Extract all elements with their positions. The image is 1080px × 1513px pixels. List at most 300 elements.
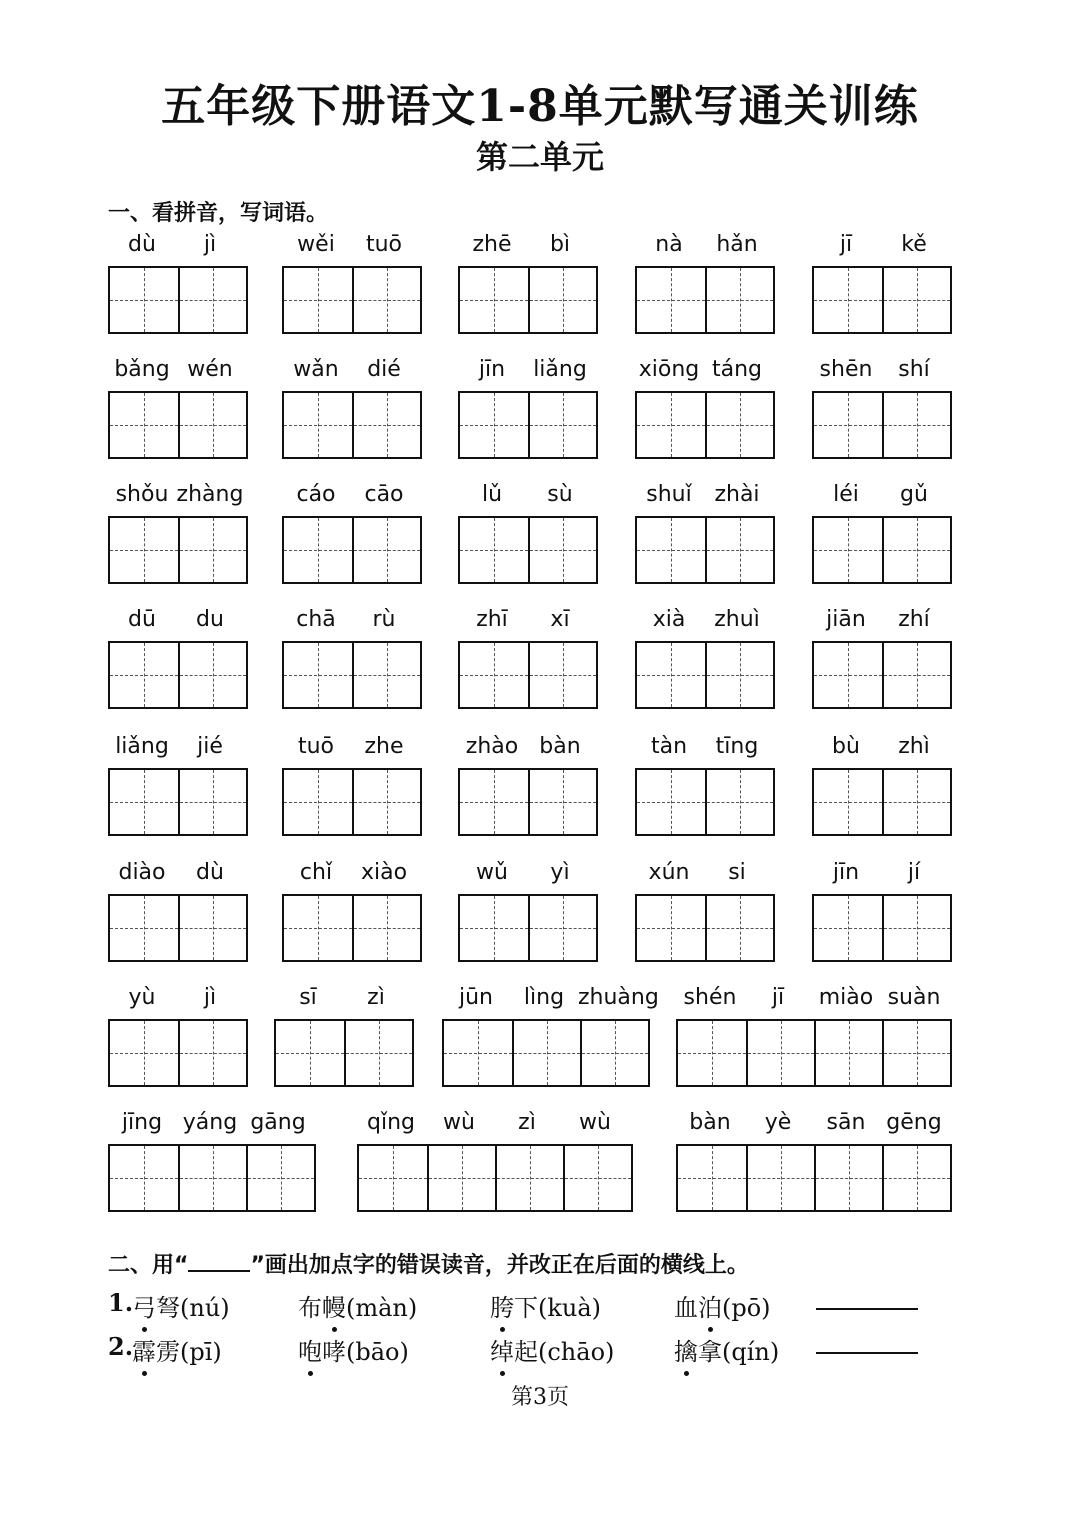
writing-cell[interactable] — [352, 268, 420, 332]
pinyin-row — [282, 860, 418, 890]
tianzige-grid — [635, 768, 775, 836]
writing-cell[interactable] — [882, 643, 950, 707]
pinyin-syllable: tuō — [365, 232, 403, 257]
item-suffix: 起(chāo) — [514, 1338, 615, 1366]
tianzige-grid — [282, 894, 422, 962]
pinyin-syllable: qǐng — [367, 1110, 415, 1135]
pinyin-syllable: xī — [550, 607, 570, 632]
item-suffix: (màn) — [346, 1294, 418, 1322]
pinyin-row — [812, 357, 948, 387]
item-prefix: 血 — [674, 1294, 698, 1322]
tianzige-grid — [274, 1019, 414, 1087]
word-box — [108, 734, 244, 764]
tianzige-grid — [108, 768, 248, 836]
writing-cell[interactable] — [882, 770, 950, 834]
pinyin-syllable: yì — [550, 860, 570, 885]
underline-sample — [188, 1252, 250, 1272]
writing-cell[interactable] — [352, 518, 420, 582]
pinyin-syllable: zhào — [465, 734, 519, 759]
question-item — [674, 1332, 779, 1367]
writing-cell[interactable] — [352, 393, 420, 457]
pinyin-syllable: dié — [367, 357, 401, 382]
pinyin-syllable: táng — [711, 357, 762, 382]
tianzige-grid — [676, 1019, 952, 1087]
writing-cell[interactable] — [284, 393, 352, 457]
pinyin-row — [282, 232, 418, 262]
writing-cell[interactable] — [110, 770, 178, 834]
writing-cell[interactable] — [882, 268, 950, 332]
item-suffix: 哮(bāo) — [322, 1338, 409, 1366]
pinyin-syllable: sān — [826, 1110, 866, 1135]
section-2-heading — [108, 1248, 749, 1279]
item-suffix: 下(kuà) — [514, 1294, 602, 1322]
tianzige-grid — [442, 1019, 650, 1087]
word-box — [282, 357, 418, 387]
word-box — [812, 607, 948, 637]
writing-cell[interactable] — [352, 770, 420, 834]
word-box — [282, 232, 418, 262]
word-box — [282, 482, 418, 512]
question-row — [108, 1332, 928, 1372]
pinyin-syllable: gǔ — [900, 482, 928, 507]
word-box — [282, 607, 418, 637]
writing-cell[interactable] — [359, 1146, 427, 1210]
pinyin-syllable: lìng — [523, 985, 565, 1010]
pinyin-syllable: sī — [299, 985, 317, 1010]
tianzige-grid — [458, 266, 598, 334]
pinyin-syllable: tīng — [715, 734, 759, 759]
pinyin-syllable: xiōng — [638, 357, 700, 382]
tianzige-grid — [458, 894, 598, 962]
pinyin-syllable: du — [196, 607, 224, 632]
writing-cell[interactable] — [882, 896, 950, 960]
pinyin-row — [282, 607, 418, 637]
pinyin-syllable: dù — [128, 232, 156, 257]
dotted-character: 幔 — [322, 1288, 346, 1323]
tianzige-grid — [108, 516, 248, 584]
pinyin-row — [812, 734, 948, 764]
pinyin-row — [108, 482, 244, 512]
tianzige-grid — [812, 516, 952, 584]
tianzige-grid — [458, 768, 598, 836]
pinyin-row — [108, 232, 244, 262]
pinyin-row — [108, 734, 244, 764]
word-box — [108, 232, 244, 262]
pinyin-syllable: zhàng — [176, 482, 244, 507]
pinyin-syllable: wù — [443, 1110, 475, 1135]
section-2-label-before: 二、用“ — [108, 1253, 189, 1278]
writing-cell[interactable] — [178, 896, 246, 960]
tianzige-grid — [282, 266, 422, 334]
writing-cell[interactable] — [637, 896, 705, 960]
pinyin-row — [108, 985, 244, 1015]
writing-cell[interactable] — [637, 518, 705, 582]
word-box — [812, 232, 948, 262]
pinyin-syllable: zì — [518, 1110, 536, 1135]
writing-cell[interactable] — [814, 518, 882, 582]
writing-cell[interactable] — [528, 643, 596, 707]
writing-cell[interactable] — [637, 393, 705, 457]
writing-cell[interactable] — [746, 1146, 814, 1210]
pinyin-syllable: shí — [898, 357, 930, 382]
word-box — [108, 1110, 312, 1140]
pinyin-syllable: miào — [818, 985, 874, 1010]
page-title: 五年级下册语文1-8单元默写通关训练 — [161, 81, 919, 132]
writing-cell[interactable] — [110, 1021, 178, 1085]
pinyin-row — [635, 607, 771, 637]
writing-cell[interactable] — [178, 770, 246, 834]
writing-cell[interactable] — [352, 643, 420, 707]
writing-cell[interactable] — [178, 268, 246, 332]
pinyin-row — [635, 357, 771, 387]
question-row — [108, 1288, 928, 1328]
word-box — [458, 482, 594, 512]
dotted-character: 胯 — [490, 1288, 514, 1323]
pinyin-syllable: jiān — [826, 607, 866, 632]
writing-cell[interactable] — [882, 1021, 950, 1085]
pinyin-syllable: shuǐ — [646, 482, 692, 507]
word-box — [108, 482, 244, 512]
writing-cell[interactable] — [460, 268, 528, 332]
pinyin-syllable: zhe — [364, 734, 404, 759]
tianzige-grid — [282, 641, 422, 709]
dotted-character: 霹 — [132, 1332, 156, 1367]
writing-cell[interactable] — [460, 770, 528, 834]
pinyin-syllable: lǔ — [481, 482, 503, 507]
writing-cell[interactable] — [460, 393, 528, 457]
writing-cell[interactable] — [178, 518, 246, 582]
word-box — [282, 734, 418, 764]
dotted-character: 擒 — [674, 1332, 698, 1367]
pinyin-syllable: xún — [648, 860, 690, 885]
word-box — [635, 734, 771, 764]
pinyin-syllable: zhī — [476, 607, 508, 632]
writing-cell[interactable] — [276, 1021, 344, 1085]
writing-cell[interactable] — [882, 393, 950, 457]
writing-cell[interactable] — [580, 1021, 648, 1085]
tianzige-grid — [108, 1144, 316, 1212]
word-box — [108, 607, 244, 637]
tianzige-grid — [812, 768, 952, 836]
tianzige-grid — [458, 516, 598, 584]
tianzige-grid — [635, 516, 775, 584]
question-item — [674, 1288, 771, 1323]
word-box — [282, 860, 418, 890]
writing-cell[interactable] — [444, 1021, 512, 1085]
pinyin-row — [458, 482, 594, 512]
writing-cell[interactable] — [705, 896, 773, 960]
pinyin-syllable: shēn — [819, 357, 873, 382]
question-item — [132, 1332, 222, 1367]
pinyin-syllable: bù — [832, 734, 860, 759]
writing-cell[interactable] — [284, 896, 352, 960]
pinyin-syllable: zì — [367, 985, 385, 1010]
item-suffix: 弩(nú) — [156, 1294, 230, 1322]
pinyin-syllable: dù — [196, 860, 224, 885]
word-box — [812, 482, 948, 512]
pinyin-row — [458, 607, 594, 637]
dotted-character: 弓 — [132, 1288, 156, 1323]
pinyin-syllable: kě — [901, 232, 927, 257]
question-number: 1. — [108, 1288, 134, 1317]
writing-cell[interactable] — [882, 518, 950, 582]
pinyin-syllable: diào — [118, 860, 166, 885]
word-box — [458, 232, 594, 262]
pinyin-syllable: cáo — [296, 482, 336, 507]
tianzige-grid — [108, 391, 248, 459]
pinyin-row — [812, 860, 948, 890]
word-box — [812, 357, 948, 387]
pinyin-row — [676, 985, 948, 1015]
item-suffix: 拿(qín) — [698, 1338, 780, 1366]
question-item — [298, 1288, 417, 1323]
writing-cell[interactable] — [528, 770, 596, 834]
pinyin-syllable: jīng — [121, 1110, 163, 1135]
pinyin-syllable: sù — [547, 482, 573, 507]
word-box — [274, 985, 410, 1015]
tianzige-grid — [458, 391, 598, 459]
tianzige-grid — [108, 641, 248, 709]
writing-cell[interactable] — [110, 393, 178, 457]
writing-cell[interactable] — [814, 1146, 882, 1210]
dotted-character: 泊 — [698, 1288, 722, 1323]
pinyin-syllable: wěi — [297, 232, 335, 257]
writing-cell[interactable] — [528, 896, 596, 960]
writing-cell[interactable] — [178, 643, 246, 707]
tianzige-grid — [635, 641, 775, 709]
writing-cell[interactable] — [512, 1021, 580, 1085]
tianzige-grid — [635, 894, 775, 962]
writing-cell[interactable] — [882, 1146, 950, 1210]
pinyin-row — [274, 985, 410, 1015]
pinyin-row — [812, 232, 948, 262]
pinyin-syllable: rù — [372, 607, 396, 632]
question-item — [490, 1288, 601, 1323]
writing-cell[interactable] — [178, 1021, 246, 1085]
writing-cell[interactable] — [284, 643, 352, 707]
tianzige-grid — [357, 1144, 633, 1212]
word-box — [812, 734, 948, 764]
pinyin-syllable: bàn — [689, 1110, 731, 1135]
pinyin-syllable: zhài — [714, 482, 760, 507]
pinyin-syllable: jūn — [459, 985, 493, 1010]
pinyin-syllable: yè — [764, 1110, 792, 1135]
word-box — [635, 860, 771, 890]
pinyin-syllable: jí — [907, 860, 921, 885]
writing-cell[interactable] — [110, 518, 178, 582]
writing-cell[interactable] — [460, 518, 528, 582]
pinyin-syllable: jīn — [832, 860, 860, 885]
writing-cell[interactable] — [110, 268, 178, 332]
pinyin-syllable: xià — [652, 607, 686, 632]
tianzige-grid — [458, 641, 598, 709]
item-suffix: 雳(pī) — [156, 1338, 222, 1366]
pinyin-syllable: zhuì — [714, 607, 760, 632]
writing-cell[interactable] — [814, 643, 882, 707]
writing-cell[interactable] — [637, 268, 705, 332]
tianzige-grid — [812, 391, 952, 459]
word-box — [108, 985, 244, 1015]
writing-cell[interactable] — [284, 268, 352, 332]
writing-cell[interactable] — [705, 393, 773, 457]
writing-cell[interactable] — [678, 1146, 746, 1210]
tianzige-grid — [108, 266, 248, 334]
section-2-label-after: ”画出加点字的错误读音，并改正在后面的横线上。 — [250, 1253, 749, 1278]
pinyin-syllable: yáng — [182, 1110, 238, 1135]
pinyin-syllable: bì — [549, 232, 571, 257]
writing-cell[interactable] — [344, 1021, 412, 1085]
pinyin-syllable: liǎng — [533, 357, 587, 382]
item-suffix: (pō) — [722, 1294, 771, 1322]
writing-cell[interactable] — [814, 268, 882, 332]
word-box — [635, 357, 771, 387]
writing-cell[interactable] — [746, 1021, 814, 1085]
word-box — [676, 985, 948, 1015]
writing-cell[interactable] — [178, 393, 246, 457]
pinyin-syllable: wù — [579, 1110, 611, 1135]
pinyin-syllable: wǎn — [293, 357, 339, 382]
pinyin-row — [357, 1110, 629, 1140]
pinyin-syllable: jì — [203, 232, 217, 257]
writing-cell[interactable] — [460, 896, 528, 960]
pinyin-row — [282, 482, 418, 512]
writing-cell[interactable] — [178, 1146, 246, 1210]
tianzige-grid — [282, 516, 422, 584]
answer-blank[interactable] — [816, 1308, 918, 1310]
writing-cell[interactable] — [637, 643, 705, 707]
writing-cell[interactable] — [427, 1146, 495, 1210]
tianzige-grid — [108, 894, 248, 962]
pinyin-row — [442, 985, 659, 1015]
pinyin-row — [108, 860, 244, 890]
writing-cell[interactable] — [705, 643, 773, 707]
pinyin-syllable: bǎng — [114, 357, 170, 382]
writing-cell[interactable] — [814, 393, 882, 457]
pinyin-syllable: léi — [833, 482, 859, 507]
writing-cell[interactable] — [705, 770, 773, 834]
word-box — [458, 607, 594, 637]
writing-cell[interactable] — [814, 896, 882, 960]
word-box — [458, 357, 594, 387]
section-1-heading: 一、看拼音，写词语。 — [108, 201, 329, 226]
tianzige-grid — [676, 1144, 952, 1212]
pinyin-syllable: jīn — [478, 357, 506, 382]
pinyin-row — [635, 482, 771, 512]
word-box — [676, 1110, 948, 1140]
pinyin-row — [458, 860, 594, 890]
pinyin-syllable: zhē — [472, 232, 512, 257]
page-number: 第3页 — [511, 1385, 569, 1410]
pinyin-syllable: zhí — [898, 607, 930, 632]
writing-cell[interactable] — [528, 518, 596, 582]
writing-cell[interactable] — [495, 1146, 563, 1210]
question-item — [490, 1332, 614, 1367]
word-box — [458, 734, 594, 764]
tianzige-grid — [812, 641, 952, 709]
writing-cell[interactable] — [352, 896, 420, 960]
word-box — [108, 357, 244, 387]
pinyin-row — [635, 734, 771, 764]
writing-cell[interactable] — [246, 1146, 314, 1210]
word-box — [442, 985, 659, 1015]
writing-cell[interactable] — [460, 643, 528, 707]
pinyin-row — [108, 357, 244, 387]
word-box — [635, 607, 771, 637]
pinyin-syllable: tuō — [297, 734, 335, 759]
pinyin-row — [108, 607, 244, 637]
tianzige-grid — [812, 894, 952, 962]
writing-cell[interactable] — [814, 770, 882, 834]
writing-cell[interactable] — [637, 770, 705, 834]
pinyin-syllable: cāo — [364, 482, 404, 507]
pinyin-syllable: si — [728, 860, 746, 885]
pinyin-syllable: yù — [128, 985, 156, 1010]
tianzige-grid — [635, 391, 775, 459]
pinyin-syllable: xiào — [360, 860, 408, 885]
pinyin-syllable: jì — [203, 985, 217, 1010]
pinyin-syllable: zhì — [898, 734, 930, 759]
pinyin-row — [812, 482, 948, 512]
dotted-character: 绰 — [490, 1332, 514, 1367]
pinyin-row — [282, 357, 418, 387]
writing-cell[interactable] — [528, 268, 596, 332]
writing-cell[interactable] — [284, 770, 352, 834]
pinyin-row — [282, 734, 418, 764]
pinyin-row — [458, 232, 594, 262]
answer-blank[interactable] — [816, 1352, 918, 1354]
word-box — [635, 482, 771, 512]
pinyin-syllable: gāng — [250, 1110, 306, 1135]
pinyin-row — [676, 1110, 948, 1140]
writing-cell[interactable] — [284, 518, 352, 582]
pinyin-row — [635, 860, 771, 890]
word-box — [458, 860, 594, 890]
writing-cell[interactable] — [110, 896, 178, 960]
pinyin-syllable: bàn — [539, 734, 581, 759]
pinyin-row — [635, 232, 771, 262]
pinyin-syllable: wǔ — [476, 860, 508, 885]
pinyin-syllable: jī — [771, 985, 785, 1010]
pinyin-syllable: tàn — [650, 734, 688, 759]
writing-cell[interactable] — [110, 643, 178, 707]
writing-cell[interactable] — [705, 268, 773, 332]
word-box — [108, 860, 244, 890]
pinyin-syllable: dū — [128, 607, 156, 632]
pinyin-syllable: shǒu — [115, 482, 169, 507]
tianzige-grid — [635, 266, 775, 334]
item-prefix: 布 — [298, 1294, 322, 1322]
word-box — [812, 860, 948, 890]
question-item — [298, 1332, 409, 1367]
pinyin-syllable: chā — [296, 607, 336, 632]
pinyin-syllable: jié — [197, 734, 223, 759]
writing-cell[interactable] — [705, 518, 773, 582]
tianzige-grid — [282, 391, 422, 459]
writing-cell[interactable] — [528, 393, 596, 457]
question-number: 2. — [108, 1332, 134, 1361]
pinyin-row — [812, 607, 948, 637]
pinyin-syllable: shén — [683, 985, 737, 1010]
writing-cell[interactable] — [678, 1021, 746, 1085]
pinyin-row — [108, 1110, 312, 1140]
pinyin-syllable: hǎn — [716, 232, 758, 257]
unit-subtitle: 第二单元 — [475, 138, 604, 176]
writing-cell[interactable] — [110, 1146, 178, 1210]
question-item — [132, 1288, 230, 1323]
writing-cell[interactable] — [814, 1021, 882, 1085]
tianzige-grid — [282, 768, 422, 836]
writing-cell[interactable] — [563, 1146, 631, 1210]
